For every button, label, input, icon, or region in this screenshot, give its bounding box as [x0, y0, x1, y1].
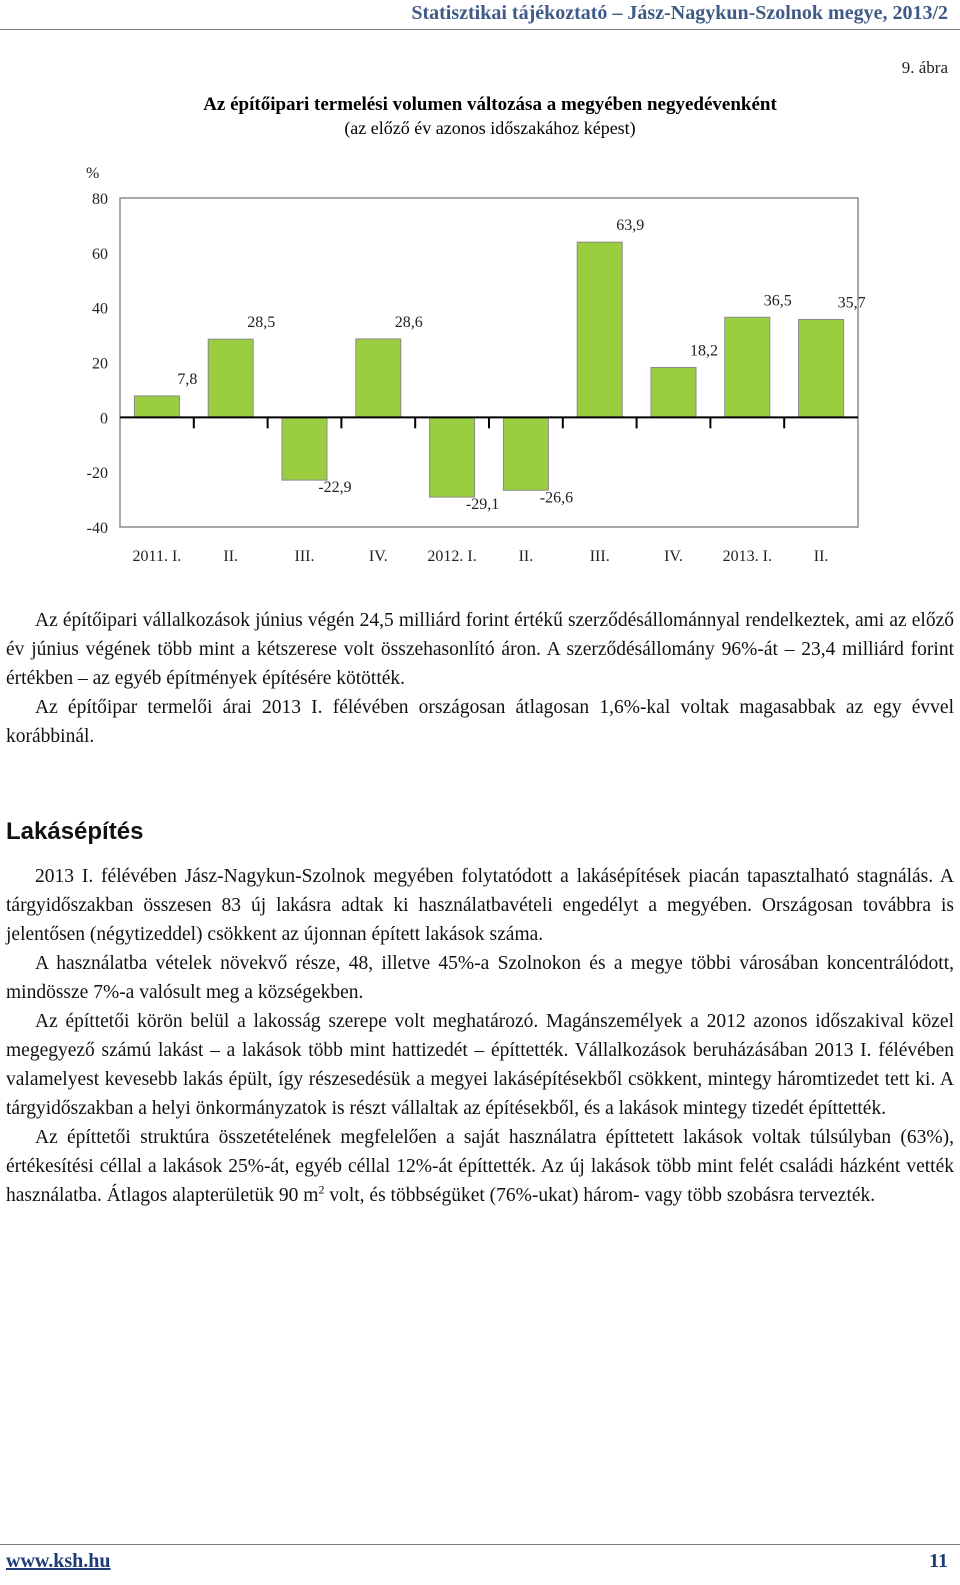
- section-title: Lakásépítés: [6, 818, 144, 845]
- bar: [503, 417, 548, 490]
- y-tick-label: 20: [92, 355, 108, 373]
- text-block-housing: [6, 862, 954, 1210]
- x-tick-label: 2013. I.: [722, 548, 772, 565]
- superscript: 2: [318, 1182, 325, 1197]
- paragraph: Az építtetői körön belül a lakosság szerepe volt meghatározó. Magánszemélyek a 2012 azonos időszakival közel megegyező számú lakást – a lakások több mint hattizedét – építtették. Vállalkozások beruházásában 2013 I. félévében valamelyest kevesebb lakás épült, így részesedésük a megyei lakásépítésekből csökkent, mintegy háromtizedet tett ki. A tárgyidőszakban a helyi önkormányzatok is részt vállaltak az építésekből, és a lakások mintegy tizedét építtették.: [6, 1011, 954, 1119]
- page-header: [0, 0, 960, 32]
- footer-rule: [0, 1544, 960, 1545]
- paragraph-part: Az építtetői struktúra összetételének megfelelően a saját használatra építtetett lakások voltak túlsúlyban (63%), értékesítési céllal a lakások 25%-át, egyéb céllal 12%-át építtették. Az új lakások több mint felét családi házként vették használatba. Átlagos alapterületük 90 m: [6, 1127, 954, 1206]
- paragraph-part: volt, és többségüket (76%-ukat) három- vagy több szobásra tervezték.: [324, 1185, 876, 1206]
- bar: [430, 417, 475, 497]
- bar: [208, 339, 253, 417]
- data-label: -22,9: [318, 479, 352, 497]
- figure-label: 9. ábra: [901, 58, 948, 77]
- data-label: 36,5: [763, 292, 792, 310]
- chart-title-block: [0, 94, 960, 139]
- header-rule: [0, 29, 960, 30]
- paragraph: A használatba vételek növekvő része, 48, illetve 45%-a Szolnokon és a megye többi városában koncentrálódott, mindössze 7%-a valósult meg a községekben.: [6, 953, 954, 1003]
- bar: [725, 317, 770, 417]
- paragraph: Az építőipari vállalkozások június végén 24,5 milliárd forint értékű szerződésállománnyal rendelkeztek, ami az előző év június végének több mint a kétszerese volt összehasonlító áron. A szerződésállomány 96%-át – 23,4 milliárd forint értékben – az egyéb építmények építésére kötötték.: [6, 610, 954, 689]
- footer-link[interactable]: www.ksh.hu: [6, 1550, 111, 1572]
- y-tick-label: 80: [92, 191, 108, 208]
- page-footer: [0, 1540, 960, 1585]
- data-label: 63,9: [616, 217, 645, 235]
- paragraph: [6, 1123, 954, 1210]
- header-title: Statisztikai tájékoztató – Jász-Nagykun-Szolnok megye, 2013/2: [411, 2, 948, 24]
- y-tick-label: 0: [100, 410, 108, 428]
- y-tick-label: 60: [92, 245, 108, 263]
- bar-chart: [0, 160, 960, 580]
- paragraph: 2013 I. félévében Jász-Nagykun-Szolnok megyében folytatódott a lakásépítések piacán tapasztalható stagnálás. A tárgyidőszakban összesen 83 új lakásra adtak ki használatbavételi engedélyt a megyében. Országosan továbbra is jelentősen (négytizeddel) csökkent az újonnan épített lakások száma.: [6, 866, 954, 945]
- page-number: 11: [929, 1550, 948, 1572]
- bar: [356, 339, 401, 417]
- data-label: 28,6: [394, 313, 423, 331]
- y-tick-label: 40: [92, 300, 108, 318]
- paragraph: Az építőipar termelői árai 2013 I. félévében országosan átlagosan 1,6%-kal voltak magasabbak az egy évvel korábbinál.: [6, 697, 954, 747]
- x-tick-label: IV.: [664, 548, 683, 565]
- x-tick-label: II.: [518, 548, 534, 565]
- x-tick-label: 2012. I.: [427, 548, 477, 565]
- x-tick-label: III.: [294, 548, 315, 565]
- data-label: 35,7: [837, 294, 866, 312]
- data-label: 7,8: [177, 370, 198, 388]
- y-axis-label: %: [86, 165, 100, 182]
- data-label: 28,5: [247, 314, 276, 332]
- text-block-construction: [6, 606, 954, 751]
- chart-subtitle: (az előző év azonos időszakához képest): [344, 118, 636, 138]
- bar: [577, 242, 622, 417]
- bar: [134, 396, 179, 417]
- y-tick-label: -20: [86, 465, 108, 483]
- data-label: 18,2: [690, 342, 718, 360]
- bar: [282, 417, 327, 480]
- x-tick-label: II.: [813, 548, 829, 565]
- y-tick-label: -40: [86, 520, 108, 537]
- x-tick-label: IV.: [368, 548, 388, 565]
- data-label: -26,6: [539, 489, 574, 507]
- chart-title: Az építőipari termelési volumen változása a megyében negyedévenként: [203, 94, 777, 115]
- x-tick-label: III.: [589, 548, 610, 565]
- bar: [651, 367, 696, 417]
- bar: [799, 319, 844, 417]
- x-tick-label: II.: [223, 548, 239, 565]
- x-tick-label: 2011. I.: [132, 548, 182, 565]
- data-label: -29,1: [465, 496, 500, 514]
